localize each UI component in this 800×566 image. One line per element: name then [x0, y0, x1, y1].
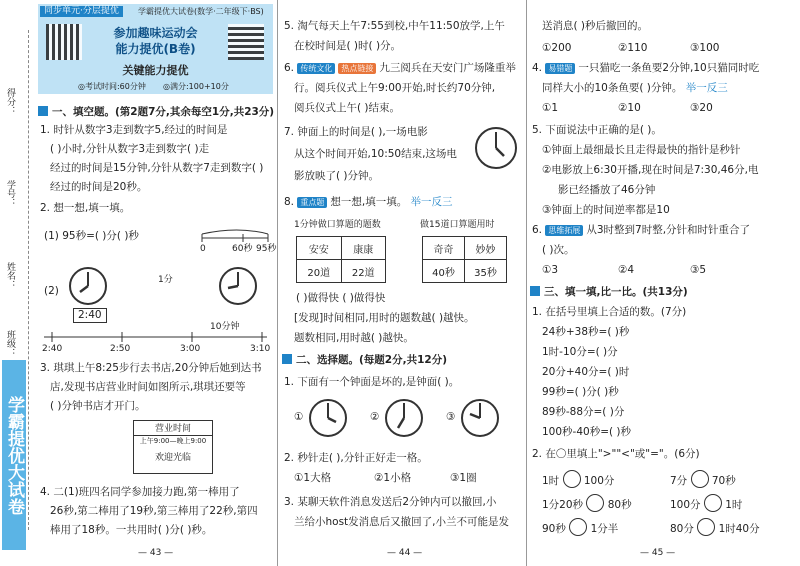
score-label: 得分： [5, 88, 15, 115]
page-number: — 44 — [387, 548, 423, 558]
error-prone-tag: 易错题 [545, 63, 575, 74]
name-label: 姓名： [5, 262, 15, 289]
q2-1: (1) 95秒=( )分( )秒 [44, 230, 139, 242]
banner-title-2: 能力提优(B卷) [115, 42, 196, 56]
fill-5: 89秒-88分=( )分 [542, 406, 625, 418]
s2-q2: 2. 秒针走( ),分针正好走一格。 [284, 452, 428, 464]
q8-find1: [发现]时间相同,用时的题数越( )越快。 [294, 312, 475, 324]
compare-circle[interactable] [569, 518, 587, 536]
compare-circle[interactable] [697, 518, 715, 536]
full-score: ◎满分:100+10分 [163, 82, 229, 91]
q3-line1: 3. 琪琪上午8:25步行去书店,20分钟后她到达书 [40, 362, 262, 374]
q4-line1: 4. 易错题 一只猫吃一条鱼要2分钟,10只猫同时吃 [532, 62, 760, 74]
q8-line: 8. 重点题 想一想,填一填。 举一反三 [284, 196, 453, 208]
q2-time-box: 2:40 [73, 308, 107, 323]
q2-10min: 10分钟 [210, 322, 240, 332]
s2-q3-line2: 兰给小host发消息后又撤回了,小兰不可能是发 [294, 516, 510, 528]
q5-line1: 5. 下面说法中正确的是( )。 [532, 124, 662, 136]
qr-code-right [228, 24, 264, 60]
q3-line2: 店,发现书店营业时间如图所示,琪琪还要等 [50, 381, 246, 393]
q4-opt2: ②10 [618, 102, 641, 114]
q7-line2: 从这个时间开始,10:50结束,这场电 [294, 148, 457, 160]
culture-tag: 传统文化 [297, 63, 335, 74]
q3-opt3: ③100 [690, 42, 720, 54]
axis-250: 2:50 [110, 344, 131, 354]
section-1-heading: 一、填空题。(第2题7分,其余每空1分,共23分) [38, 106, 274, 119]
q3-line3: ( )分钟书店才开门。 [50, 400, 146, 412]
table-cell: 35秒 [465, 260, 507, 283]
qr-code-left [46, 24, 82, 60]
q7-line3: 影放映了( )分钟。 [294, 170, 380, 182]
compare-circle[interactable] [704, 494, 722, 512]
compare-circle[interactable] [563, 470, 581, 488]
s2-q1-opt3: ③ [446, 411, 456, 423]
q5-a4: ③钟面上的时间逆率都是10 [542, 204, 670, 216]
q8-link[interactable]: 举一反三 [410, 196, 453, 208]
cmp-row: 90秒 1分半 [542, 518, 618, 536]
q2-title: 2. 想一想,填一填。 [40, 202, 131, 214]
s3-q1: 1. 在括号里填上合适的数。(7分) [532, 306, 687, 318]
q5-line2: 在校时间是( )时( )分。 [294, 40, 402, 52]
compare-circle[interactable] [586, 494, 604, 512]
q6-line2: 行。阅兵仪式上午9:00开始,时长约70分钟, [294, 82, 496, 94]
series-title: 学霸提优大试卷(数学·二年级下·BS) [138, 7, 264, 16]
banner-subtitle: 关键能力提优 [122, 64, 189, 77]
q2-1min: 1分 [158, 275, 173, 285]
q6-opt3: ③5 [690, 264, 707, 276]
cmp-row: 100分 1时 [670, 494, 742, 512]
q8-left-table [296, 236, 386, 283]
student-no-label: 学号： [5, 180, 15, 207]
q2-nl-95: 95秒 [256, 244, 277, 254]
clock-icon [384, 398, 424, 438]
notice-hours: 上午9:00—晚上9:00 [139, 437, 207, 445]
brand-vertical: 学霸提优大试卷 [2, 360, 26, 550]
q1-line3: 经过的时间是15分钟,分针从数字7走到数字( ) [50, 162, 264, 174]
s2-q1: 1. 下面有一个钟面是坏的,是钟面( )。 [284, 376, 460, 388]
clock-icon [308, 398, 348, 438]
q8-answer: ( )做得快 ( )做得快 [296, 292, 386, 304]
q5-a2: ②电影放上6:30开播,现在时间是7:30,46分,电 [542, 164, 759, 176]
fill-6: 100秒-40秒=( )秒 [542, 426, 632, 438]
fill-2: 1时-10分=( )分 [542, 346, 618, 358]
q4-line3: 棒用了18秒。一共用时( )分( )秒。 [50, 524, 213, 536]
q3-opt2: ②110 [618, 42, 648, 54]
q6-line1: 6. 思维拓展 从3时整到7时整,分针和时针重合了 [532, 224, 751, 236]
table-cell: 康康 [341, 237, 386, 260]
cmp-row: 1分20秒 80秒 [542, 494, 632, 512]
q5-line1: 5. 淘气每天上午7:55到校,中午11:50放学,上午 [284, 20, 505, 32]
s2-q2-opt3: ③1圈 [450, 472, 477, 484]
cmp-row: 7分 70秒 [670, 470, 736, 488]
axis-300: 3:00 [180, 344, 201, 354]
compare-circle[interactable] [691, 470, 709, 488]
q5-a3: 影已经播放了46分钟 [558, 184, 656, 196]
q6-opt2: ②4 [618, 264, 635, 276]
q4-link[interactable]: 举一反三 [685, 82, 728, 94]
table-cell: 22道 [341, 260, 386, 283]
q2-nl-0: 0 [200, 244, 206, 254]
q8-find2: 题数相同,用时越( )越快。 [294, 332, 414, 344]
s2-q2-opt2: ②1小格 [374, 472, 412, 484]
table-cell: 安安 [297, 237, 342, 260]
key-tag: 重点题 [297, 197, 327, 208]
q4-line2: 同样大小的10条鱼要( )分钟。 举一反三 [542, 82, 728, 94]
q7-line1: 7. 钟面上的时间是( ),一场电影 [284, 126, 428, 138]
q6-line1: 6. 传统文化 热点链接 九三阅兵在天安门广场隆重举 [284, 62, 516, 74]
table-cell: 妙妙 [465, 237, 507, 260]
q1-line4: 经过的时间是20秒。 [50, 181, 148, 193]
s2-q2-opt1: ①1大格 [294, 472, 332, 484]
q1-line1: 1. 时针从数字3走到数字5,经过的时间是 [40, 124, 228, 136]
page-44 [282, 0, 522, 566]
binding-sidebar [0, 0, 36, 566]
header-banner [38, 4, 273, 94]
q2-2-label: (2) [44, 285, 59, 297]
axis-240: 2:40 [42, 344, 63, 354]
fill-4: 99秒=( )分( )秒 [542, 386, 619, 398]
q3-opt1: ①200 [542, 42, 572, 54]
store-notice [133, 420, 213, 474]
section-3-heading: 三、填一填,比一比。(共13分) [530, 286, 688, 299]
table-cell: 奇奇 [423, 237, 465, 260]
q1-line2: ( )小时,分针从数字3走到数字( )走 [50, 143, 210, 155]
hot-tag: 热点链接 [338, 63, 376, 74]
section-2-heading: 二、选择题。(每题2分,共12分) [282, 354, 447, 367]
q8-right-table [422, 236, 507, 283]
clock-icon [460, 398, 500, 438]
fill-1: 24秒+38秒=( )秒 [542, 326, 630, 338]
s3-q2: 2. 在〇里填上">""<"或"="。(6分) [532, 448, 700, 460]
column-divider [526, 0, 527, 566]
q2-nl-60: 60秒 [232, 244, 253, 254]
clock-icon [474, 126, 518, 170]
q8-left-caption: 1分钟做口算题的题数 [294, 220, 381, 230]
fill-3: 20分+40分=( )时 [542, 366, 630, 378]
class-label: 班级： [5, 330, 15, 357]
cmp-row: 1时 100分 [542, 470, 614, 488]
banner-title-1: 参加趣味运动会 [113, 26, 198, 40]
q6-opt1: ①3 [542, 264, 559, 276]
page-number: — 45 — [640, 548, 676, 558]
q4-opt3: ③20 [690, 102, 713, 114]
exam-time: ◎考试时间:60分钟 [78, 82, 146, 91]
page-45 [530, 0, 798, 566]
axis-310: 3:10 [250, 344, 271, 354]
q4-opt1: ①1 [542, 102, 559, 114]
clock-icon [68, 266, 108, 306]
q4-line1: 4. 二(1)班四名同学参加接力跑,第一棒用了 [40, 486, 240, 498]
unit-tag: 同步单元·分层提优 [40, 6, 123, 17]
q8-right-caption: 做15道口算题用时 [420, 220, 495, 230]
s2-q1-opt2: ② [370, 411, 380, 423]
column-divider [277, 0, 278, 566]
cut-line [28, 30, 29, 530]
page-43 [38, 0, 277, 566]
q3-line3: 送消息( )秒后撤回的。 [542, 20, 649, 32]
notice-welcome: 欢迎光临 [154, 453, 191, 463]
q2-timeline [42, 330, 272, 344]
s2-q3-line1: 3. 某聊天软件消息发送后2分钟内可以撤回,小 [284, 496, 497, 508]
table-cell: 20道 [297, 260, 342, 283]
s2-q1-opt1: ① [294, 411, 304, 423]
q6-line2: ( )次。 [542, 244, 575, 256]
notice-title: 营业时间 [134, 424, 212, 436]
page-number: — 43 — [138, 548, 174, 558]
q6-line3: 阅兵仪式上午( )结束。 [294, 102, 401, 114]
thinking-tag: 思维拓展 [545, 225, 583, 236]
q4-line2: 26秒,第二棒用了19秒,第三棒用了22秒,第四 [50, 505, 258, 517]
table-cell: 40秒 [423, 260, 465, 283]
clock-icon [218, 266, 258, 306]
cmp-row: 80分 1时40分 [670, 518, 760, 536]
q5-a1: ①钟面上最细最长且走得最快的指针是秒针 [542, 144, 741, 156]
